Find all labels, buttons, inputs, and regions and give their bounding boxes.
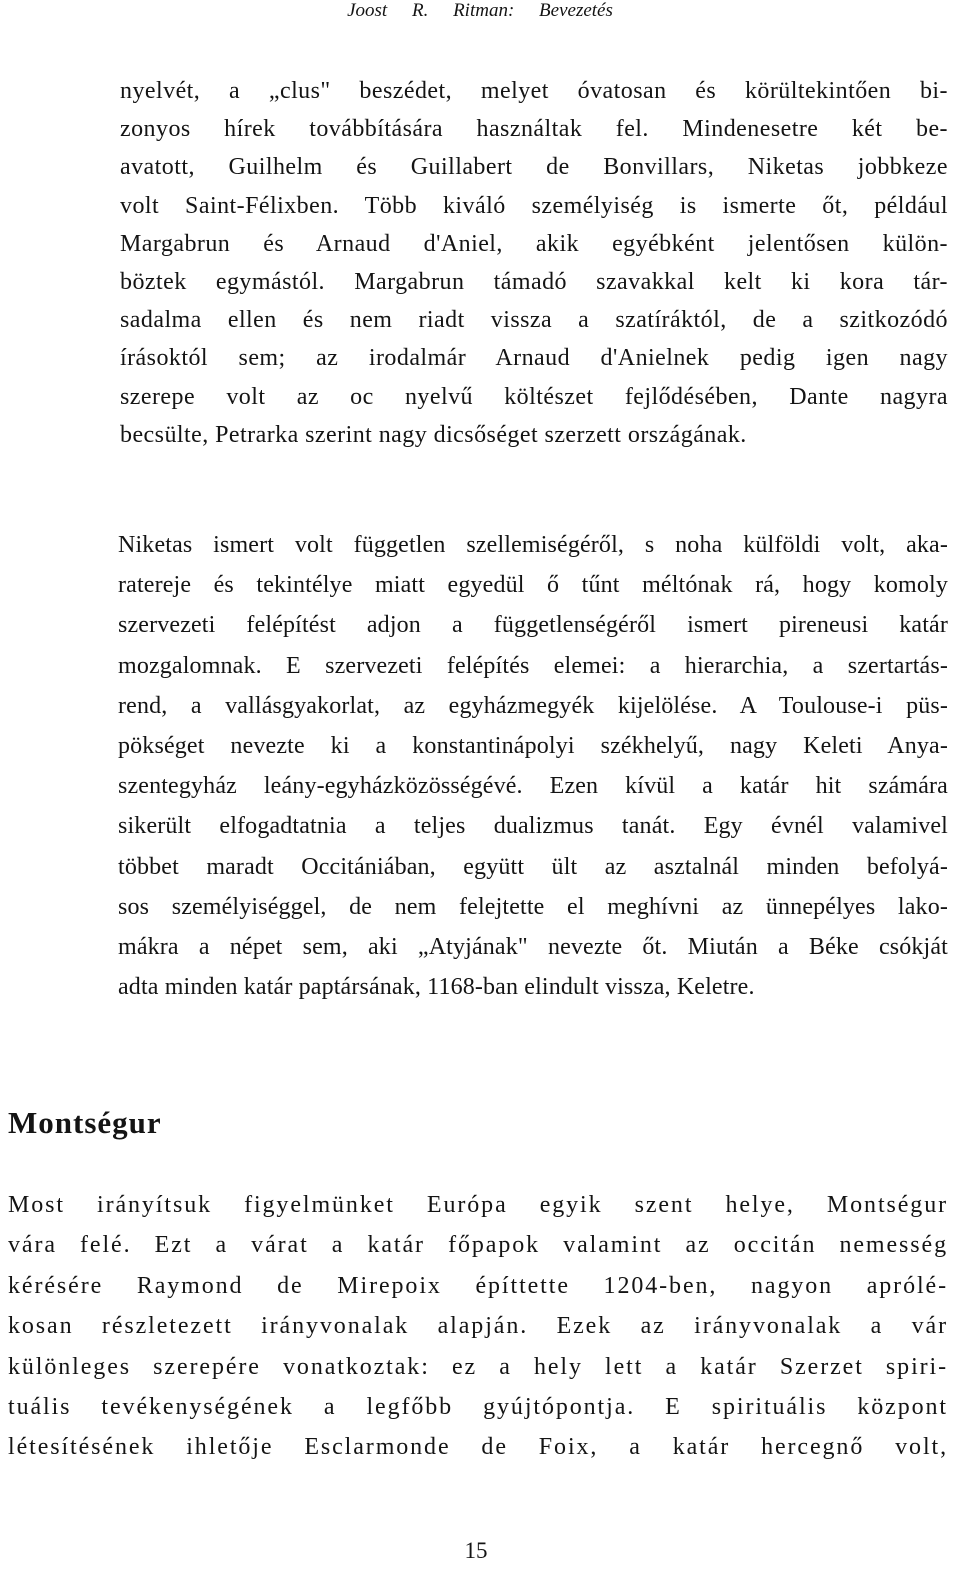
text-line: Most irányítsuk figyelmünket Európa egyik szent helye, Montségur	[8, 1192, 948, 1218]
section-heading: Montségur	[8, 1105, 162, 1140]
text-line: nyelvét, a „clus" beszédet, melyet óvatosan és körültekintően bi-	[120, 78, 948, 104]
text-line: szerepe volt az oc nyelvű költészet fejlődésében, Dante nagyra	[120, 383, 948, 410]
page-number: 15	[464, 1538, 488, 1563]
text-line: ratereje és tekintélye miatt egyedül ő tűnt méltónak rá, hogy komoly	[118, 572, 948, 599]
text-line: szentegyház leány-egyházközösségévé. Ezen kívül a katár hit számára	[118, 773, 948, 800]
text-line: mákra a népet sem, aki „Atyjának" nevezte őt. Miután a Béke csókját	[118, 934, 948, 961]
text-line: kérésére Raymond de Mirepoix építtette 1204-ben, nagyon aprólé-	[8, 1272, 948, 1299]
text-line: különleges szerepére vonatkoztak: ez a hely lett a katár Szerzet spiri-	[8, 1353, 948, 1380]
text-line: írásoktól sem; az irodalmár Arnaud d'Anielnek pedig igen nagy	[120, 345, 948, 372]
paragraph-1	[120, 72, 948, 454]
paragraph-2	[118, 525, 948, 1007]
text-line: Margabrun és Arnaud d'Aniel, akik egyébként jelentősen külön-	[120, 230, 948, 257]
text-line: adta minden katár paptársának, 1168-ban elindult vissza, Keletre.	[118, 974, 755, 1001]
text-line: avatott, Guilhelm és Guillabert de Bonvillars, Niketas jobbkeze	[120, 154, 948, 181]
text-line: böztek egymástól. Margabrun támadó szavakkal kelt ki kora tár-	[120, 269, 948, 296]
text-line: Niketas ismert volt független szellemiségéről, s noha külföldi volt, aka-	[118, 532, 948, 558]
text-line: sikerült elfogadtatnia a teljes dualizmus tanát. Egy évnél valamivel	[118, 813, 948, 840]
text-line: többet maradt Occitániában, együtt ült az asztalnál minden befolyá-	[118, 853, 948, 880]
text-line: mozgalomnak. E szervezeti felépítés elemei: a hierarchia, a szertartás-	[118, 652, 948, 679]
header-section: Bevezetés	[539, 0, 613, 21]
text-line: pökséget nevezte ki a konstantinápolyi székhelyű, nagy Keleti Anya-	[118, 733, 948, 760]
header-author-first: Joost	[347, 0, 388, 21]
text-line: tuális tevékenységének a legfőbb gyújtópontja. E spirituális központ	[8, 1394, 948, 1421]
text-line: zonyos hírek továbbítására használtak fel. Mindenesetre két be-	[120, 116, 948, 143]
text-line: kosan részletezett irányvonalak alapján. Ezek az irányvonalak a vár	[8, 1313, 948, 1340]
running-header	[0, 0, 960, 22]
text-line: sadalma ellen és nem riadt vissza a szatíráktól, de a szitkozódó	[120, 307, 948, 334]
text-line: rend, a vallásgyakorlat, az egyházmegyék kijelölése. A Toulouse-i püs-	[118, 692, 948, 719]
header-author-initial: R.	[411, 0, 429, 21]
text-line: vára felé. Ezt a várat a katár főpapok valamint az occitán nemesség	[8, 1232, 948, 1259]
paragraph-3	[8, 1185, 948, 1468]
text-line: sos személyiséggel, de nem felejtette el meghívni az ünnepélyes lako-	[118, 893, 948, 920]
text-line: volt Saint-Félixben. Több kiváló személyiség is ismerte őt, például	[120, 192, 948, 219]
text-line: szervezeti felépítést adjon a függetlenségéről ismert pireneusi katár	[118, 612, 948, 639]
text-line: becsülte, Petrarka szerint nagy dicsőséget szerzett országának.	[120, 421, 747, 448]
text-line: létesítésének ihletője Esclarmonde de Foix, a katár hercegnő volt,	[8, 1434, 948, 1461]
header-author-last: Ritman:	[453, 0, 515, 21]
